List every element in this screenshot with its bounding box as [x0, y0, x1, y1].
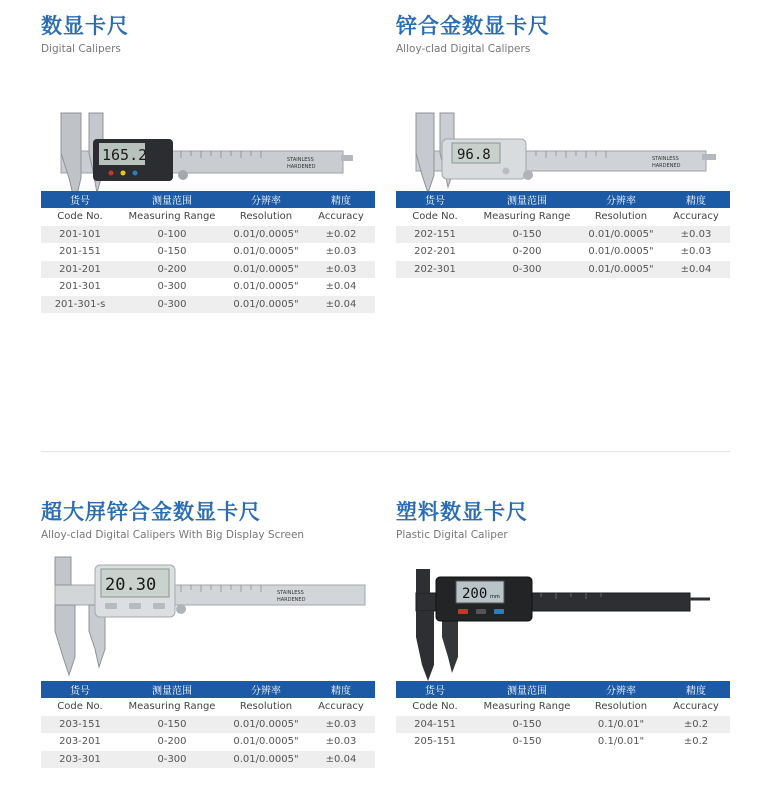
lcd-display: 165.2: [102, 146, 148, 164]
header-resolution-cn: 分辨率: [580, 681, 662, 698]
header-range-cn: 测量范围: [474, 191, 580, 208]
table-row: [396, 261, 730, 279]
caliper-photo: [41, 63, 375, 191]
cell-range: 0-150: [119, 243, 225, 261]
lcd-display-unit: mm: [490, 594, 500, 600]
cell-code: 202-151: [396, 226, 474, 244]
table-row: [396, 243, 730, 261]
cell-accuracy: ±0.03: [662, 226, 730, 244]
header-range-en: Measuring Range: [119, 208, 225, 226]
digital-caliper-image: [41, 63, 375, 191]
scale-text-1: STAINLESS: [277, 590, 304, 596]
spec-table: [396, 681, 730, 751]
section-title-cn: 数显卡尺: [41, 14, 129, 38]
cell-range: 0-200: [474, 243, 580, 261]
header-accuracy-en: Accuracy: [662, 698, 730, 716]
header-resolution-en: Resolution: [580, 208, 662, 226]
cell-range: 0-200: [119, 733, 225, 751]
cell-resolution: 0.1/0.01": [580, 733, 662, 751]
table-row: [41, 751, 375, 769]
cell-resolution: 0.01/0.0005": [225, 261, 307, 279]
cell-code: 201-201: [41, 261, 119, 279]
caliper-photo: [41, 549, 375, 681]
caliper-photo: [396, 63, 730, 191]
table-header-row: [396, 191, 730, 208]
cell-range: 0-300: [119, 278, 225, 296]
cell-range: 0-300: [119, 751, 225, 769]
cell-resolution: 0.01/0.0005": [225, 278, 307, 296]
cell-resolution: 0.01/0.0005": [225, 733, 307, 751]
section-title-en: Plastic Digital Caliper: [396, 529, 508, 541]
table-row: [41, 716, 375, 734]
cell-accuracy: ±0.04: [662, 261, 730, 279]
big-display-caliper-image: [41, 549, 375, 681]
cell-range: 0-150: [119, 716, 225, 734]
section-alloy-calipers: [396, 12, 730, 278]
cell-range: 0-100: [119, 226, 225, 244]
header-code-en: Code No.: [396, 208, 474, 226]
cell-resolution: 0.1/0.01": [580, 716, 662, 734]
section-plastic-caliper: [396, 498, 730, 751]
cell-resolution: 0.01/0.0005": [225, 716, 307, 734]
header-resolution-en: Resolution: [225, 208, 307, 226]
section-title-en: Alloy-clad Digital Calipers With Big Display Screen: [41, 529, 305, 541]
cell-accuracy: ±0.04: [307, 751, 375, 769]
header-code-en: Code No.: [396, 698, 474, 716]
table-subheader-row: [41, 698, 375, 716]
spec-table: [41, 191, 375, 313]
scale-text-1: STAINLESS: [652, 156, 679, 162]
table-row: [396, 226, 730, 244]
header-code-cn: 货号: [396, 191, 474, 208]
lcd-display: 20.30: [105, 575, 157, 595]
cell-code: 203-151: [41, 716, 119, 734]
header-code-en: Code No.: [41, 698, 119, 716]
cell-range: 0-150: [474, 226, 580, 244]
cell-resolution: 0.01/0.0005": [580, 261, 662, 279]
cell-accuracy: ±0.04: [307, 278, 375, 296]
header-range-en: Measuring Range: [119, 698, 225, 716]
spec-table: [396, 191, 730, 278]
cell-resolution: 0.01/0.0005": [225, 296, 307, 314]
cell-code: 203-201: [41, 733, 119, 751]
header-range-cn: 测量范围: [474, 681, 580, 698]
cell-resolution: 0.01/0.0005": [225, 226, 307, 244]
header-resolution-cn: 分辨率: [580, 191, 662, 208]
caliper-photo: [396, 549, 730, 681]
cell-accuracy: ±0.04: [307, 296, 375, 314]
cell-accuracy: ±0.02: [307, 226, 375, 244]
section-digital-calipers: [41, 12, 375, 313]
cell-code: 204-151: [396, 716, 474, 734]
scale-text-2: HARDENED: [277, 597, 306, 603]
table-header-row: [41, 191, 375, 208]
table-header-row: [41, 681, 375, 698]
header-range-en: Measuring Range: [474, 698, 580, 716]
cell-code: 202-201: [396, 243, 474, 261]
cell-code: 201-301-s: [41, 296, 119, 314]
cell-code: 201-151: [41, 243, 119, 261]
cell-accuracy: ±0.03: [307, 243, 375, 261]
table-subheader-row: [41, 208, 375, 226]
cell-accuracy: ±0.03: [307, 733, 375, 751]
header-range-cn: 测量范围: [119, 191, 225, 208]
table-row: [41, 296, 375, 314]
cell-resolution: 0.01/0.0005": [225, 751, 307, 769]
table-row: [396, 716, 730, 734]
table-header-row: [396, 681, 730, 698]
alloy-caliper-image: [396, 63, 730, 191]
section-title-cn: 超大屏锌合金数显卡尺: [41, 500, 261, 524]
table-row: [396, 733, 730, 751]
table-row: [41, 261, 375, 279]
lcd-display: 96.8: [457, 147, 491, 163]
header-resolution-cn: 分辨率: [225, 681, 307, 698]
section-title-en: Digital Calipers: [41, 43, 121, 55]
section-big-display-calipers: [41, 498, 375, 768]
spec-table: [41, 681, 375, 768]
header-code-en: Code No.: [41, 208, 119, 226]
cell-accuracy: ±0.2: [662, 716, 730, 734]
table-row: [41, 226, 375, 244]
header-resolution-cn: 分辨率: [225, 191, 307, 208]
header-resolution-en: Resolution: [225, 698, 307, 716]
cell-resolution: 0.01/0.0005": [225, 243, 307, 261]
cell-range: 0-300: [474, 261, 580, 279]
header-accuracy-en: Accuracy: [662, 208, 730, 226]
header-code-cn: 货号: [41, 191, 119, 208]
cell-accuracy: ±0.03: [662, 243, 730, 261]
header-accuracy-cn: 精度: [662, 191, 730, 208]
table-subheader-row: [396, 208, 730, 226]
cell-range: 0-200: [119, 261, 225, 279]
cell-code: 201-101: [41, 226, 119, 244]
table-row: [41, 733, 375, 751]
header-accuracy-cn: 精度: [307, 681, 375, 698]
header-range-en: Measuring Range: [474, 208, 580, 226]
cell-accuracy: ±0.03: [307, 261, 375, 279]
section-divider: [41, 451, 730, 452]
cell-accuracy: ±0.03: [307, 716, 375, 734]
cell-range: 0-150: [474, 716, 580, 734]
cell-range: 0-150: [474, 733, 580, 751]
cell-code: 203-301: [41, 751, 119, 769]
header-accuracy-cn: 精度: [662, 681, 730, 698]
header-code-cn: 货号: [41, 681, 119, 698]
table-subheader-row: [396, 698, 730, 716]
plastic-caliper-image: [396, 549, 730, 681]
cell-resolution: 0.01/0.0005": [580, 226, 662, 244]
header-accuracy-en: Accuracy: [307, 698, 375, 716]
scale-text-2: HARDENED: [287, 164, 316, 170]
section-title-cn: 塑料数显卡尺: [396, 500, 528, 524]
cell-resolution: 0.01/0.0005": [580, 243, 662, 261]
cell-code: 201-301: [41, 278, 119, 296]
header-code-cn: 货号: [396, 681, 474, 698]
cell-code: 205-151: [396, 733, 474, 751]
cell-code: 202-301: [396, 261, 474, 279]
scale-text-1: STAINLESS: [287, 157, 314, 163]
header-accuracy-en: Accuracy: [307, 208, 375, 226]
lcd-display: 200: [462, 586, 488, 602]
table-row: [41, 243, 375, 261]
section-title-en: Alloy-clad Digital Calipers: [396, 43, 531, 55]
cell-accuracy: ±0.2: [662, 733, 730, 751]
scale-text-2: HARDENED: [652, 163, 681, 169]
header-accuracy-cn: 精度: [307, 191, 375, 208]
cell-range: 0-300: [119, 296, 225, 314]
table-row: [41, 278, 375, 296]
section-title-cn: 锌合金数显卡尺: [396, 14, 550, 38]
header-range-cn: 测量范围: [119, 681, 225, 698]
header-resolution-en: Resolution: [580, 698, 662, 716]
